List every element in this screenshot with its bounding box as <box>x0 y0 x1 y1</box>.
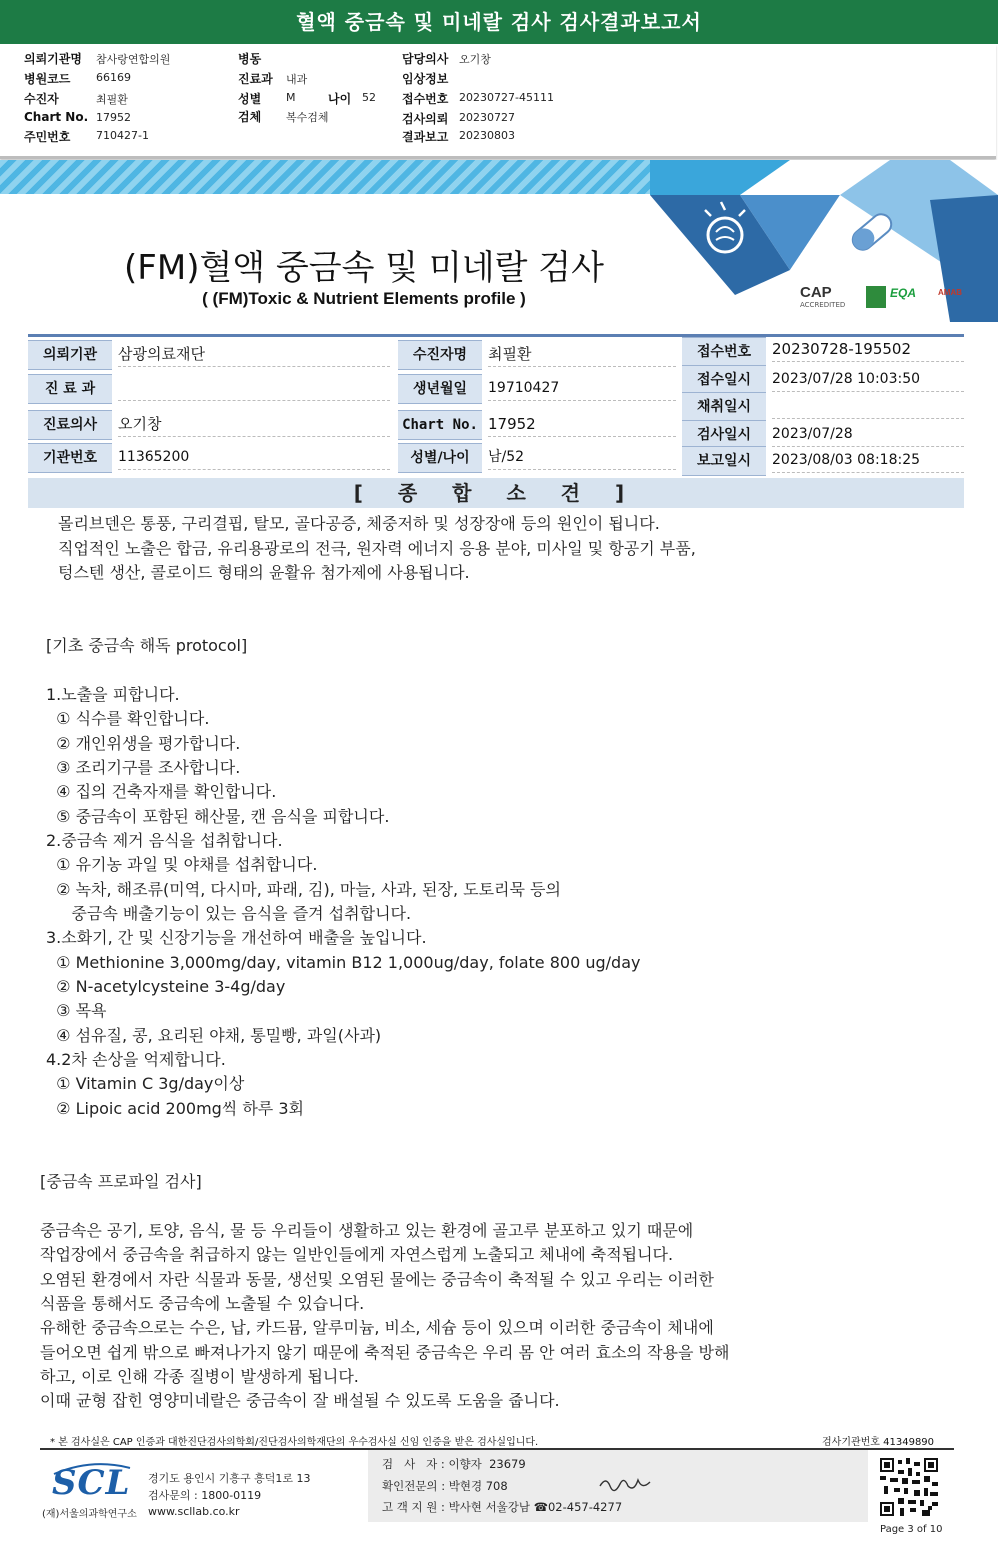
body-line: 텅스텐 생산, 콜로이드 형태의 윤활유 첨가제에 사용됩니다. <box>58 563 470 582</box>
header-value: 66169 <box>96 71 131 84</box>
signature-image <box>596 1472 656 1494</box>
body-line: 직업적인 노출은 합금, 유리용광로의 전극, 원자력 에너지 응용 분야, 미사일 및 항공기 부품, <box>58 539 696 558</box>
cap-logo-sub: ACCREDITED <box>800 301 846 309</box>
body-line: 이때 균형 잡힌 영양미네랄은 중금속이 잘 배설될 수 있도록 도움을 줍니다. <box>40 1391 560 1410</box>
header-key: 임상정보 <box>402 72 449 86</box>
header-value: 복수검체 <box>286 111 329 124</box>
page-number: Page 3 of 10 <box>880 1524 943 1535</box>
scl-logo-swoosh <box>52 1462 132 1476</box>
info-value: 2023/08/03 08:18:25 <box>772 446 964 473</box>
lab-phone: 검사문의 : 1800-0119 <box>148 1489 262 1502</box>
info-label: 보고일시 <box>682 446 766 476</box>
protocol-heading: [기초 중금속 해독 protocol] <box>46 636 248 655</box>
scl-logo-subtitle: (재)서울의과학연구소 <box>42 1509 137 1520</box>
examiner: 검 사 자 : 이향자 23679 <box>382 1457 526 1471</box>
info-label: 성별/나이 <box>398 443 482 473</box>
header-value: 52 <box>362 91 376 104</box>
info-value: 최필환 <box>488 340 676 367</box>
header-value: 참사랑연합의원 <box>96 53 171 66</box>
body-line: 몰리브덴은 통풍, 구리결핍, 탈모, 골다공증, 체중저하 및 성장장애 등의 원인이 됩니다. <box>58 514 660 533</box>
header-value: 20230727-45111 <box>459 91 554 104</box>
amab-logo: AMAB <box>938 288 962 297</box>
summary-section-title: [ 종 합 소 견 ] <box>28 478 964 508</box>
body-line: 오염된 환경에서 자란 식물과 동물, 생선및 오염된 물에는 중금속이 축적될 수 있고 우리는 이러한 <box>40 1270 714 1289</box>
body-line: 유해한 중금속으로는 수은, 납, 카드뮴, 알루미늄, 비소, 세슘 등이 있으며 이러한 중금속이 체내에 <box>40 1318 714 1337</box>
header-key: 검체 <box>238 110 262 124</box>
lab-website[interactable]: www.scllab.co.kr <box>148 1505 240 1518</box>
header-key: 진료과 <box>238 72 273 86</box>
header-key: 병동 <box>238 52 262 66</box>
header-value: 오기창 <box>459 53 491 66</box>
scl-logo: SCL <box>52 1463 131 1503</box>
info-label: 진료의사 <box>28 410 112 440</box>
info-label: 진 료 과 <box>28 374 112 404</box>
protocol-line: 중금속 배출기능이 있는 음식을 즐겨 섭취합니다. <box>46 904 412 923</box>
accreditation-note: * 본 검사실은 CAP 인증과 대한진단검사의학회/진단검사의학재단의 우수검사실 신임 인증을 받은 검사실입니다. <box>50 1437 539 1448</box>
info-value: 11365200 <box>118 443 390 470</box>
info-value: 19710427 <box>488 374 676 401</box>
report-header-title: 혈액 중금속 및 미네랄 검사 검사결과보고서 <box>296 10 702 34</box>
header-value: 내과 <box>286 73 308 86</box>
info-label: 검사일시 <box>682 420 766 450</box>
protocol-line: ② N-acetylcysteine 3-4g/day <box>46 977 286 996</box>
header-value: 최필환 <box>96 93 128 106</box>
protocol-line: 2.중금속 제거 음식을 섭취합니다. <box>46 831 283 850</box>
header-value: 710427-1 <box>96 129 149 142</box>
header-key: 주민번호 <box>24 130 71 144</box>
info-value: 2023/07/28 10:03:50 <box>772 365 964 392</box>
header-key: 접수번호 <box>402 92 449 106</box>
header-key: 수진자 <box>24 92 59 106</box>
info-value: 17952 <box>488 410 676 437</box>
body-line: 하고, 이로 인해 각종 질병이 발생하게 됩니다. <box>40 1367 359 1386</box>
info-value <box>118 374 390 401</box>
protocol-line: ① 식수를 확인합니다. <box>46 709 210 728</box>
header-key: 담당의사 <box>402 52 449 66</box>
info-value: 2023/07/28 <box>772 420 964 447</box>
protocol-line: ③ 목욕 <box>46 1001 107 1020</box>
protocol-line: ② 개인위생을 평가합니다. <box>46 734 241 753</box>
report-header-bar <box>0 0 998 44</box>
organization-number: 검사기관번호 41349890 <box>822 1437 935 1448</box>
header-key: 결과보고 <box>402 130 449 144</box>
protocol-line: ③ 조리기구를 조사합니다. <box>46 758 241 777</box>
confirming-specialist: 확인전문의 : 박현경 708 <box>382 1479 508 1493</box>
protocol-line: ④ 집의 건축자재를 확인합니다. <box>46 782 277 801</box>
info-value: 남/52 <box>488 443 676 470</box>
header-key: 병원코드 <box>24 72 71 86</box>
info-value: 삼광의료재단 <box>118 340 390 367</box>
header-key: 검사의뢰 <box>402 112 449 126</box>
report-title: (FM)혈액 중금속 및 미네랄 검사 <box>124 248 604 288</box>
header-key: Chart No. <box>24 110 89 124</box>
protocol-line: 1.노출을 피합니다. <box>46 685 180 704</box>
info-value: 20230728-195502 <box>772 335 964 362</box>
info-label: 의뢰기관 <box>28 340 112 370</box>
info-label: 접수일시 <box>682 365 766 395</box>
protocol-line: ④ 섬유질, 콩, 요리된 야채, 통밀빵, 과일(사과) <box>46 1026 382 1045</box>
lab-address: 경기도 용인시 기흥구 흥덕1로 13 <box>148 1472 311 1485</box>
info-label: 수진자명 <box>398 340 482 370</box>
header-key: 성별 <box>238 92 262 106</box>
header-value: 17952 <box>96 111 131 124</box>
info-label: 접수번호 <box>682 337 766 367</box>
profile-heading: [중금속 프로파일 검사] <box>40 1172 202 1191</box>
header-value: 20230727 <box>459 111 515 124</box>
protocol-line: 4.2차 손상을 억제합니다. <box>46 1050 226 1069</box>
cap-logo: CAP <box>800 284 832 301</box>
protocol-line: ① Methionine 3,000mg/day, vitamin B12 1,000ug/day, folate 800 ug/day <box>46 953 641 972</box>
body-line: 작업장에서 중금속을 취급하지 않는 일반인들에게 자연스럽게 노출되고 체내에 축적됩니다. <box>40 1245 674 1264</box>
decorative-stripe <box>0 160 660 194</box>
header-value: 20230803 <box>459 129 515 142</box>
body-line: 들어오면 쉽게 밖으로 빠져나가지 않기 때문에 축적된 중금속은 우리 몸 안 여러 효소의 작용을 방해 <box>40 1343 730 1362</box>
eqa-logo: EQA <box>890 286 917 300</box>
info-label: 생년월일 <box>398 374 482 404</box>
info-value <box>772 392 964 419</box>
protocol-line: ⑤ 중금속이 포함된 해산물, 캔 음식을 피합니다. <box>46 807 390 826</box>
info-label: 채취일시 <box>682 392 766 422</box>
info-value: 오기창 <box>118 410 390 437</box>
body-line: 중금속은 공기, 토양, 음식, 물 등 우리들이 생활하고 있는 환경에 골고루 분포하고 있기 때문에 <box>40 1221 694 1240</box>
patient-header-block <box>0 44 996 159</box>
lm-logo-icon <box>866 286 886 308</box>
protocol-line: ① 유기농 과일 및 야채를 섭취합니다. <box>46 855 318 874</box>
protocol-line: ② 녹차, 해조류(미역, 다시마, 파래, 김), 마늘, 사과, 된장, 도토리묵 등의 <box>46 880 561 899</box>
protocol-line: ① Vitamin C 3g/day이상 <box>46 1074 245 1093</box>
protocol-line: 3.소화기, 간 및 신장기능을 개선하여 배출을 높입니다. <box>46 928 427 947</box>
protocol-line: ② Lipoic acid 200mg씩 하루 3회 <box>46 1099 304 1118</box>
qr-code-icon <box>880 1458 938 1516</box>
header-key: 의뢰기관명 <box>24 52 82 66</box>
header-key: 나이 <box>328 92 352 106</box>
header-value: M <box>286 91 296 104</box>
report-subtitle: ( (FM)Toxic & Nutrient Elements profile ) <box>202 289 526 308</box>
body-line: 식품을 통해서도 중금속에 노출될 수 있습니다. <box>40 1294 365 1313</box>
customer-support: 고 객 지 원 : 박사현 서울강남 ☎02-457-4277 <box>382 1500 623 1514</box>
info-label: 기관번호 <box>28 443 112 473</box>
info-label: Chart No. <box>398 410 482 440</box>
